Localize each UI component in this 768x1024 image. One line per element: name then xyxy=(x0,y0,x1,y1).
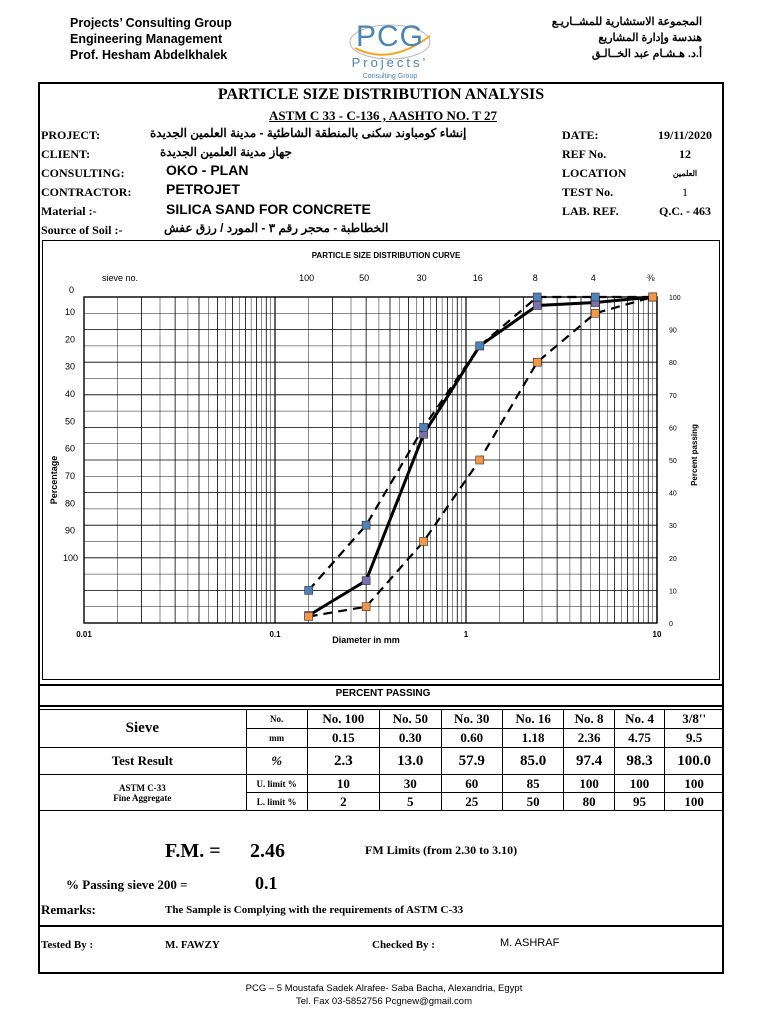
tested-by-label: Tested By : xyxy=(41,939,94,951)
right-tick-label: 80 xyxy=(669,360,677,368)
sieve-mm-cell: 2.36 xyxy=(564,729,614,748)
upper-limit-row xyxy=(39,775,724,793)
right-tick-label: 100 xyxy=(669,295,681,302)
client-value: جهاز مدينة العلمين الجديدة xyxy=(160,145,292,159)
divider-1 xyxy=(38,684,724,686)
right-tick-label: 30 xyxy=(669,523,677,531)
data-point xyxy=(591,293,599,301)
contractor-value: PETROJET xyxy=(166,181,240,197)
material-value: SILICA SAND FOR CONCRETE xyxy=(166,201,371,217)
upper-limit-cell: 60 xyxy=(441,775,502,793)
location-label: LOCATION xyxy=(562,166,627,180)
remarks-label: Remarks: xyxy=(41,902,96,917)
left-tick-label: 70 xyxy=(65,471,76,481)
test-result-cell: 98.3 xyxy=(614,748,664,775)
lower-limit-label: L. limit % xyxy=(246,793,307,811)
x-tick-label: 1 xyxy=(463,630,469,639)
right-tick-label: 10 xyxy=(669,588,677,596)
upper-limit-cell: 100 xyxy=(614,775,664,793)
lower-limit-cell: 2 xyxy=(307,793,379,811)
fm-value: 2.46 xyxy=(250,840,285,862)
test-result-cell: 100.0 xyxy=(665,748,724,775)
project-value: إنشاء كومباوند سكنى بالمنطقة الشاطئية - مدينة العلمين الجديدة xyxy=(150,126,467,140)
fm-label: F.M. = xyxy=(165,840,221,862)
test-result-cell: 57.9 xyxy=(441,748,502,775)
logo-sub: Consulting Group xyxy=(362,73,418,80)
sieve-axis-label: sieve no. xyxy=(101,273,139,283)
date-value: 19/11/2020 xyxy=(657,128,712,142)
company-line-2: Engineering Management xyxy=(70,32,223,46)
spec-label-2: Fine Aggregate xyxy=(113,792,172,803)
data-point xyxy=(649,293,657,301)
remarks-value: The Sample is Complying with the requirements of ASTM C-33 xyxy=(165,904,464,916)
right-tick-label: 90 xyxy=(669,327,677,335)
upper-limit-cell: 100 xyxy=(564,775,614,793)
x-tick-label: 10 xyxy=(652,630,662,639)
report-title: PARTICLE SIZE DISTRIBUTION ANALYSIS xyxy=(217,86,545,103)
divider-3 xyxy=(38,925,724,927)
data-point xyxy=(420,423,428,431)
report-standard: ASTM C 33 - C-136 , AASHTO NO. T 27 xyxy=(269,108,497,123)
ref-value: 12 xyxy=(679,147,691,161)
data-point xyxy=(305,586,313,594)
sieve-no-cell: No. 100 xyxy=(307,710,379,729)
test-result-cell: 97.4 xyxy=(564,748,614,775)
client-label: CLIENT: xyxy=(41,147,91,161)
x-tick-label: 0.1 xyxy=(269,630,281,639)
data-point xyxy=(591,309,599,317)
left-tick-label: 20 xyxy=(65,334,76,345)
right-tick-label: 50 xyxy=(669,458,677,465)
lower-limit-cell: 50 xyxy=(502,793,563,811)
data-point xyxy=(476,342,484,350)
data-point xyxy=(420,538,428,546)
fm-limits: FM Limits (from 2.30 to 3.10) xyxy=(365,843,518,857)
right-tick-label: 20 xyxy=(669,555,677,563)
company-line-1: Projects’ Consulting Group xyxy=(70,16,232,30)
sieve-tick-label: 100 xyxy=(299,273,315,283)
sieve-header: Sieve xyxy=(39,710,247,748)
lower-limit-cell: 80 xyxy=(564,793,614,811)
test-result-cell: 2.3 xyxy=(307,748,379,775)
sieve-no-cell: No. 16 xyxy=(502,710,563,729)
left-tick-label: 100 xyxy=(63,553,79,563)
spec-label-1: ASTM C-33 xyxy=(118,782,166,793)
upper-limit-cell: 30 xyxy=(380,775,441,793)
table-heading: PERCENT PASSING xyxy=(335,688,431,699)
data-point xyxy=(533,301,541,309)
spec-label xyxy=(39,775,247,811)
sieve-number-row xyxy=(39,710,724,729)
test-no-label: TEST No. xyxy=(562,185,614,199)
logo-name: Projects’ xyxy=(351,55,429,70)
sieve-tick-label: 8 xyxy=(532,273,538,283)
left-tick-label: 90 xyxy=(65,525,76,536)
left-tick-label: 10 xyxy=(65,307,76,317)
upper-limit-cell: 85 xyxy=(502,775,563,793)
footer-address: PCG – 5 Moustafa Sadek Alrafee- Saba Bacha, Alexandria, Egypt xyxy=(245,983,523,994)
test-result-cell: 13.0 xyxy=(380,748,441,775)
data-point xyxy=(362,603,370,611)
data-point xyxy=(305,612,313,620)
sieve-no-cell: No. 30 xyxy=(441,710,502,729)
upper-limit-label: U. limit % xyxy=(246,775,307,793)
sieve-no-cell: 3/8'' xyxy=(665,710,724,729)
right-tick-label: 40 xyxy=(669,490,677,498)
project-label: PROJECT: xyxy=(41,128,101,142)
left-tick-label: 80 xyxy=(65,498,76,509)
sieve-no-cell: No. 8 xyxy=(564,710,614,729)
lab-ref-label: LAB. REF. xyxy=(562,204,619,218)
test-result-row xyxy=(39,748,724,775)
sieve-mm-cell: 0.30 xyxy=(380,729,441,748)
tested-by-value: M. FAWZY xyxy=(165,939,220,951)
pct-label: % xyxy=(246,748,307,775)
company-ar-line-1: المجموعة الاستشارية للمشــاريـع xyxy=(551,16,702,28)
left-tick-label: 60 xyxy=(65,443,76,454)
left-tick-label: 0 xyxy=(69,285,75,295)
consulting-value: OKO - PLAN xyxy=(166,162,249,178)
sieve-mm-cell: 1.18 xyxy=(502,729,563,748)
data-point xyxy=(533,293,541,301)
contractor-label: CONTRACTOR: xyxy=(41,185,132,199)
sieve-no-cell: No. 50 xyxy=(380,710,441,729)
consulting-label: CONSULTING: xyxy=(41,166,125,180)
sieve-mm-cell: 9.5 xyxy=(665,729,724,748)
company-line-3: Prof. Hesham Abdelkhalek xyxy=(70,48,228,62)
p200-label: % Passing sieve 200 = xyxy=(66,877,188,892)
sieve-tick-label: 30 xyxy=(416,273,427,283)
chart-title: PARTICLE SIZE DISTRIBUTION CURVE xyxy=(311,251,461,260)
lower-limit-cell: 25 xyxy=(441,793,502,811)
mm-label: mm xyxy=(246,729,307,748)
left-tick-label: 40 xyxy=(65,389,76,399)
sieve-mm-cell: 4.75 xyxy=(614,729,664,748)
data-point xyxy=(533,358,541,366)
checked-by-value: M. ASHRAF xyxy=(500,937,560,949)
test-result-cell: 85.0 xyxy=(502,748,563,775)
left-tick-label: 30 xyxy=(65,361,76,372)
lab-ref-value: Q.C. - 463 xyxy=(659,204,711,218)
test-no-value: 1 xyxy=(682,185,688,199)
left-tick-label: 50 xyxy=(65,416,76,427)
lower-limit-cell: 95 xyxy=(614,793,664,811)
location-value: العلمين xyxy=(672,169,698,178)
x-axis-label: Diameter in mm xyxy=(332,635,400,645)
lower-limit-cell: 100 xyxy=(665,793,724,811)
right-tick-label: 70 xyxy=(669,392,677,400)
data-point xyxy=(362,521,370,529)
sieve-tick-label: 4 xyxy=(590,273,596,283)
material-label: Material :- xyxy=(41,204,97,218)
source-label: Source of Soil :- xyxy=(41,223,123,237)
company-ar-line-3: أ.د. هـشـام عبد الخــالـق xyxy=(591,48,702,60)
x-tick-label: 0.01 xyxy=(76,630,92,639)
sieve-tick-label: 50 xyxy=(359,273,370,283)
percent-passing-table xyxy=(38,709,724,811)
sieve-mm-cell: 0.60 xyxy=(441,729,502,748)
footer-contact: Tel. Fax 03-5852756 Pcgnew@gmail.com xyxy=(296,996,472,1007)
data-point xyxy=(476,456,484,464)
sieve-no-cell: No. 4 xyxy=(614,710,664,729)
test-result-label: Test Result xyxy=(39,748,247,775)
sieve-mm-cell: 0.15 xyxy=(307,729,379,748)
company-ar-line-2: هندسة وإدارة المشاريع xyxy=(598,32,702,44)
right-tick-label: 0 xyxy=(669,621,673,628)
sieve-tick-label: 16 xyxy=(472,273,483,283)
ref-label: REF No. xyxy=(562,147,607,161)
date-label: DATE: xyxy=(562,128,599,142)
y-axis-label-right: Percent passing xyxy=(690,424,699,486)
data-point xyxy=(362,577,370,585)
logo-letters: PCG xyxy=(355,20,424,53)
sieve-tick-label: ⅜ xyxy=(646,273,655,283)
checked-by-label: Checked By : xyxy=(372,939,435,951)
upper-limit-cell: 10 xyxy=(307,775,379,793)
divider-2 xyxy=(38,705,724,707)
y-axis-label-left: Percentage xyxy=(49,455,59,505)
p200-value: 0.1 xyxy=(255,873,278,893)
upper-limit-cell: 100 xyxy=(665,775,724,793)
no-label: No. xyxy=(246,710,307,729)
lower-limit-cell: 5 xyxy=(380,793,441,811)
right-tick-label: 60 xyxy=(669,425,677,433)
source-value: الخطاطبة - محجر رقم ٣ - المورد / رزق عفش xyxy=(164,221,389,235)
